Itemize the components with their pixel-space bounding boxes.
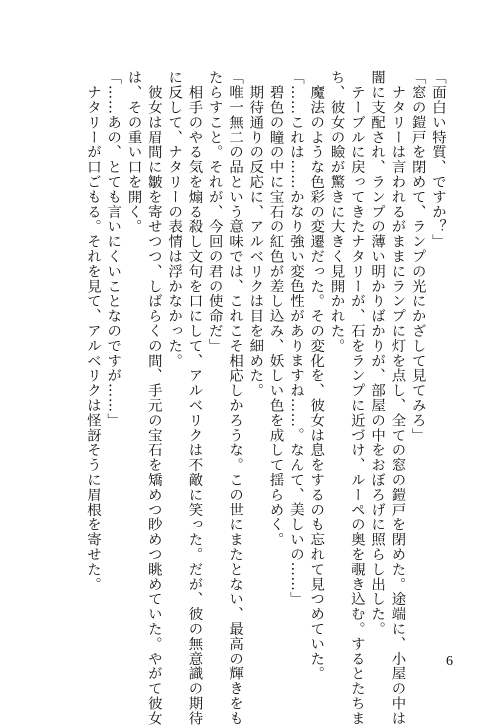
vertical-text-body — [48, 70, 448, 726]
text-line: 「……これは……かなり強い変色性がありますね……。なんて、美しいの……」 — [287, 70, 304, 607]
text-line: に反して、ナタリーの表情は浮かなかった。 — [166, 70, 183, 368]
text-line: 「唯一無二の品という意味では、これこそ相応しかろうな。この世にまたとない、最高の輝きをも — [227, 70, 244, 726]
text-line: 「面白い特質、ですか？」 — [430, 70, 446, 249]
text-line: 相手のやる気を煽る殺し文句を口にして、アルベリクは不敵に笑った。だが、彼の無意識の期待 — [186, 70, 203, 726]
text-line: テーブルに戻ってきたナタリーが、石をランプに近づけ、ルーペの奥を覗き込む。するとたちま — [348, 70, 365, 726]
text-line: 期待通りの反応に、アルベリクは目を細めた。 — [247, 70, 264, 398]
text-line: ナタリーは言われるがままにランプに灯を点し、全ての窓の鎧戸を閉めた。途端に、小屋の中は — [389, 70, 406, 726]
text-line: 魔法のような色彩の変遷だった。その変化を、彼女は息をするのも忘れて見つめていた。 — [308, 70, 325, 681]
text-line: 「窓の鎧戸を閉めて、ランプの光にかざして見てみろ」 — [409, 70, 426, 443]
text-line: 闇に支配され、ランプの薄い明かりばかりが、部屋の中をおぼろげに照らし出した。 — [369, 70, 386, 637]
text-line: 碧色の瞳の中に宝石の紅色が差し込み、妖しい色を成して揺らめく。 — [267, 70, 284, 547]
text-line: ち、彼女の瞼が驚きに大きく見開かれた。 — [328, 70, 345, 354]
text-line: ナタリーが口ごもる。それを見て、アルベリクは怪訝そうに眉根を寄せた。 — [84, 70, 101, 592]
text-line: たらすこと。それが、今回の君の使命だ」 — [206, 70, 223, 354]
page-number: 6 — [446, 654, 453, 669]
text-line: 「……あの、とても言いにくいことなのですが……」 — [105, 70, 122, 428]
text-line: 彼女は眉間に皺を寄せつつ、しばらくの間、手元の宝石を矯めつ眇めつ眺めていた。やがて彼女 — [145, 70, 162, 726]
text-line: は、その重い口を開く。 — [125, 70, 142, 234]
